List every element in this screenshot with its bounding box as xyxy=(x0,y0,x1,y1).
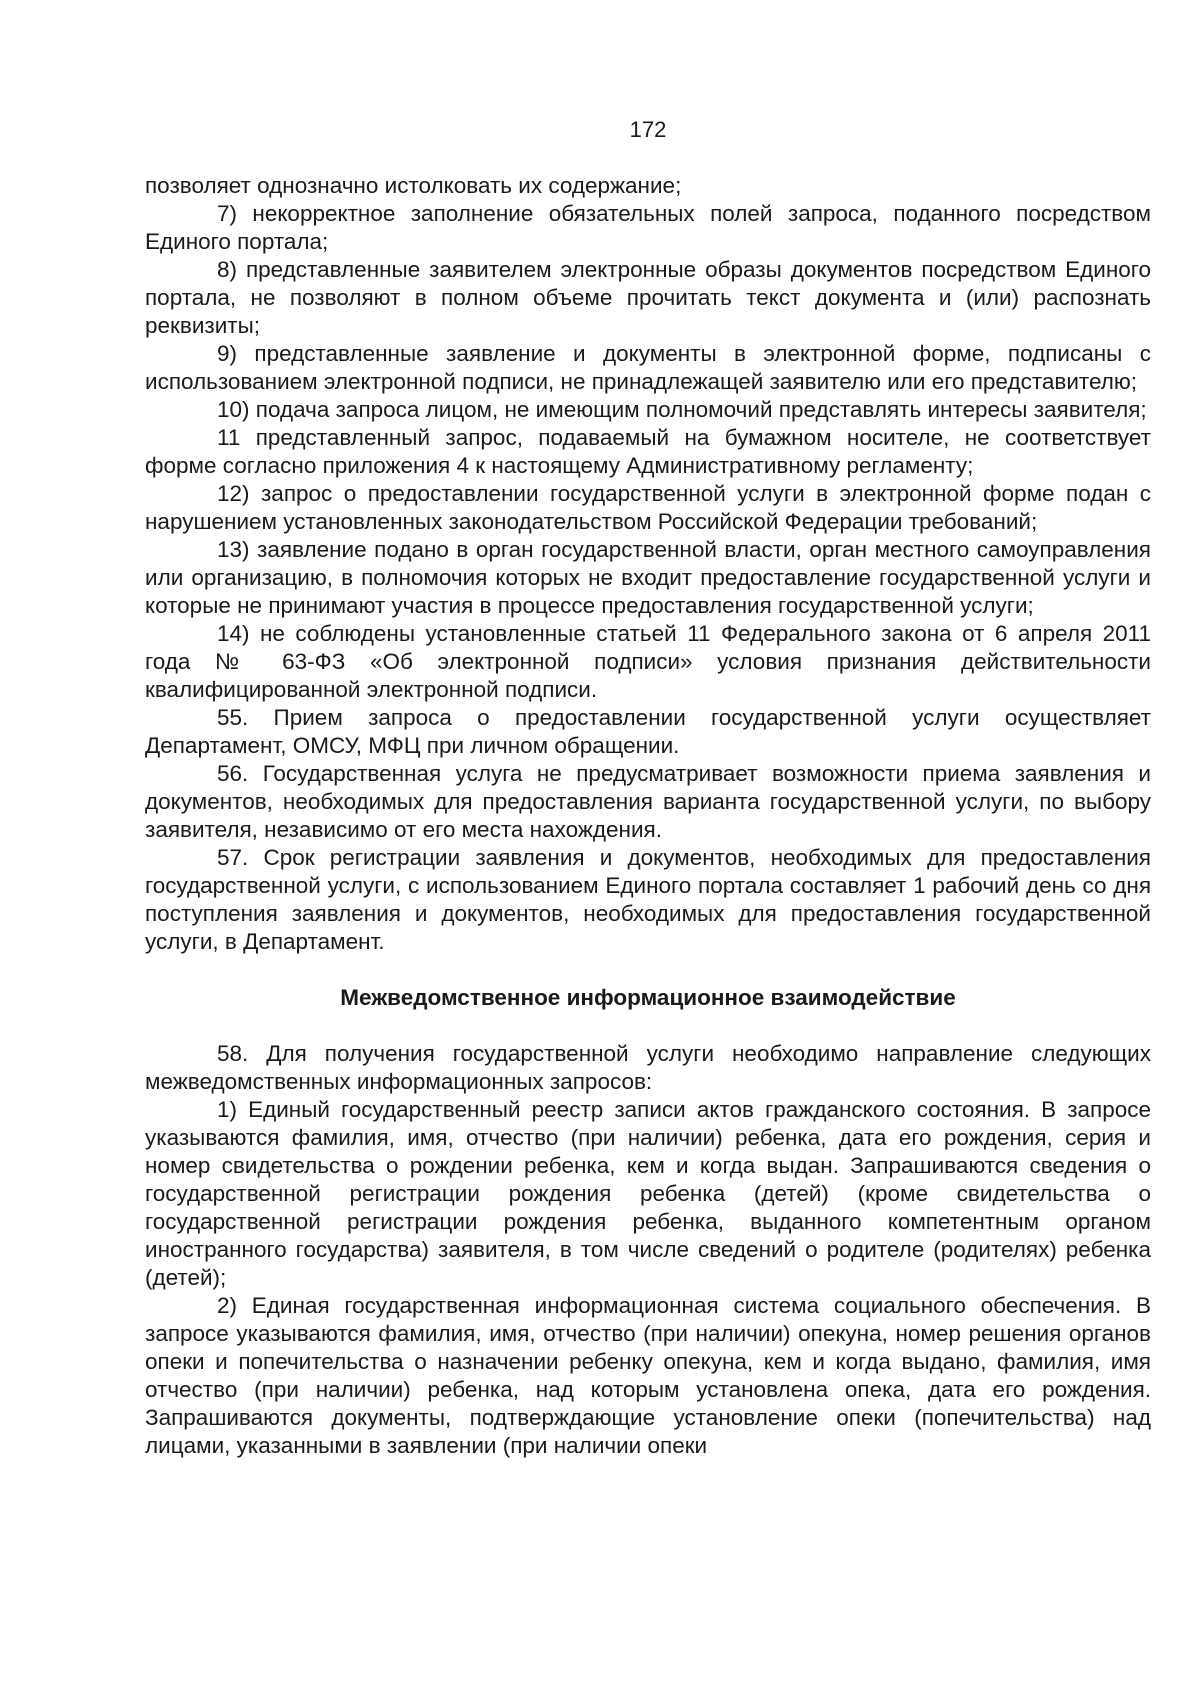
paragraph-continuation: позволяет однозначно истолковать их содержание; xyxy=(145,173,682,198)
clause-55: 55. Прием запроса о предоставлении государственной услуги осуществляет Департамент, ОМСУ, МФЦ при личном обращении. xyxy=(145,705,1151,758)
page-number: 172 xyxy=(629,117,667,142)
list-item-14: 14) не соблюдены установленные статьей 11 Федерального закона от 6 апреля 2011 года № 63-ФЗ «Об электронной подписи» условия признания действительности квалифицированной электронной подписи. xyxy=(145,621,1151,702)
list-item-9: 9) представленные заявление и документы в электронной форме, подписаны с использованием электронной подписи, не принадлежащей заявителю или его представителю; xyxy=(145,341,1151,394)
request-item-2: 2) Единая государственная информационная система социального обеспечения. В запросе указываются фамилия, имя, отчество (при наличии) опекуна, номер решения органов опеки и попечительства о назначении ребенку опекуна, кем и когда выдано, фамилия, имя отчество (при наличии) ребенка, над которым установлена опека, дата его рождения. Запрашиваются документы, подтверждающие установление опеки (попечительства) над лицами, указанными в заявлении (при наличии опеки xyxy=(145,1293,1151,1458)
document-body xyxy=(145,172,1151,1460)
list-item-12: 12) запрос о предоставлении государственной услуги в электронной форме подан с нарушением установленных законодательством Российской Федерации требований; xyxy=(145,481,1151,534)
section-heading: Межведомственное информационное взаимодействие xyxy=(340,985,956,1010)
clause-56: 56. Государственная услуга не предусматривает возможности приема заявления и документов, необходимых для предоставления варианта государственной услуги, по выбору заявителя, независимо от его места нахождения. xyxy=(145,761,1151,842)
clause-58: 58. Для получения государственной услуги необходимо направление следующих межведомственных информационных запросов: xyxy=(145,1041,1151,1094)
list-item-11: 11 представленный запрос, подаваемый на бумажном носителе, не соответствует форме согласно приложения 4 к настоящему Административному регламенту; xyxy=(145,425,1151,478)
list-item-7: 7) некорректное заполнение обязательных полей запроса, поданного посредством Единого портала; xyxy=(145,201,1151,254)
list-item-8: 8) представленные заявителем электронные образы документов посредством Единого портала, не позволяют в полном объеме прочитать текст документа и (или) распознать реквизиты; xyxy=(145,257,1151,338)
clause-57: 57. Срок регистрации заявления и документов, необходимых для предоставления государственной услуги, с использованием Единого портала составляет 1 рабочий день со дня поступления заявления и документов, необходимых для предоставления государственной услуги, в Департамент. xyxy=(145,845,1151,954)
request-item-1: 1) Единый государственный реестр записи актов гражданского состояния. В запросе указываются фамилия, имя, отчество (при наличии) ребенка, дата его рождения, серия и номер свидетельства о рождении ребенка, кем и когда выдан. Запрашиваются сведения о государственной регистрации рождения ребенка (детей) (кроме свидетельства о государственной регистрации рождения ребенка, выданного компетентным органом иностранного государства) заявителя, в том числе сведений о родителе (родителях) ребенка (детей); xyxy=(145,1097,1151,1290)
list-item-13: 13) заявление подано в орган государственной власти, орган местного самоуправления или организацию, в полномочия которых не входит предоставление государственной услуги и которые не принимают участия в процессе предоставления государственной услуги; xyxy=(145,537,1151,618)
list-item-10: 10) подача запроса лицом, не имеющим полномочий представлять интересы заявителя; xyxy=(217,397,1147,422)
